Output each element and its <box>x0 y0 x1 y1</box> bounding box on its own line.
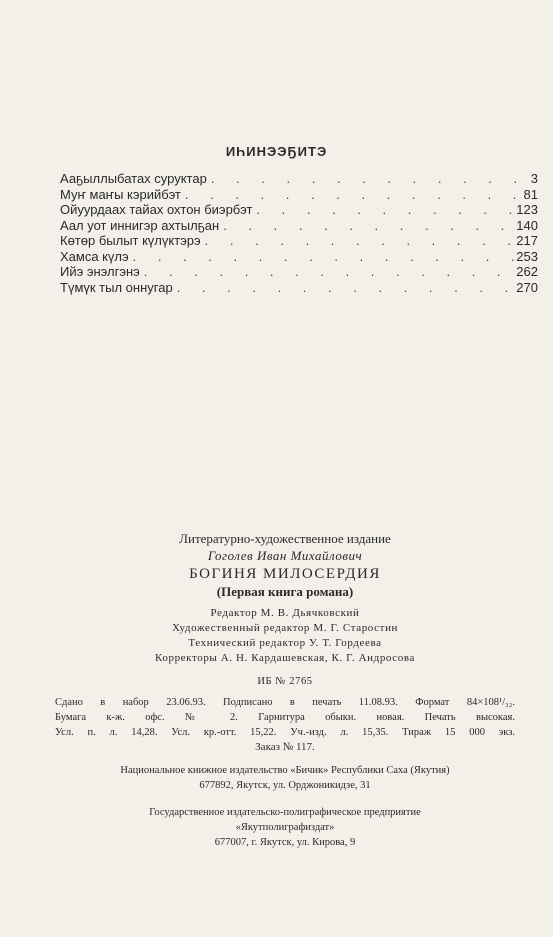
publisher-line: Национальное книжное издательство «Бичик» Республики Саха (Якутия) <box>120 765 450 776</box>
toc-entry <box>60 249 538 265</box>
credit-line: Технический редактор У. Т. Гордеева <box>188 637 382 649</box>
printer-line: «Якутполиграфиздат» <box>235 822 335 833</box>
toc-entry-page: 81 <box>523 186 538 202</box>
toc-entry <box>60 280 538 296</box>
order-number: Заказ № 117. <box>255 741 315 753</box>
toc-entry-page: 270 <box>516 279 538 295</box>
toc-entry-label: Түмүк тыл оннугар <box>60 279 173 295</box>
toc-leader-dots <box>205 233 515 248</box>
print-detail-line: Бумага к-ж. офс. № 2. Гарнитура обыкн. новая. Печать высокая. <box>55 712 515 723</box>
toc-entry-label: Ойуурдаах тайах охтон биэрбэт <box>60 202 253 217</box>
print-detail-line: Сдано в набор 23.06.93. Подписано в печать 11.08.93. Формат 84×108¹/₃₂. <box>55 697 515 708</box>
toc-title: ИҺИНЭЭҔИТЭ <box>225 144 328 159</box>
book-title: БОГИНЯ МИЛОСЕРДИЯ <box>189 566 381 582</box>
credit-line: Корректоры А. Н. Кардашевская, К. Г. Андросова <box>154 652 416 664</box>
toc-entry-label: Ийэ энэлгэнэ <box>60 264 140 279</box>
printer-info <box>55 805 515 850</box>
printer-line: 677007, г. Якутск, ул. Кирова, 9 <box>214 837 356 848</box>
credit-line: Редактор М. В. Дьячковский <box>210 607 360 619</box>
toc-entry-label: Көтөр былыт күлүктэрэ <box>60 233 201 248</box>
printer-line: Государственное издательско-полиграфическое предприятие <box>149 807 421 818</box>
toc-entry-page: 3 <box>530 171 538 186</box>
author-name: Гоголев Иван Михайлович <box>207 548 363 563</box>
toc-entry-page: 253 <box>516 248 538 264</box>
toc-entry <box>60 218 538 234</box>
print-details <box>55 695 515 740</box>
credits <box>55 606 515 666</box>
toc-leader-dots <box>133 249 515 264</box>
toc-entry-page: 140 <box>516 217 538 233</box>
toc-leader-dots <box>211 171 529 186</box>
toc-leader-dots <box>256 202 514 217</box>
toc-entry-page: 217 <box>516 233 538 248</box>
publisher-line: 677892, Якутск, ул. Орджоникидзе, 31 <box>199 780 371 791</box>
book-subtitle: (Первая книга романа) <box>216 584 354 599</box>
credit-line: Художественный редактор М. Г. Старостин <box>171 622 399 634</box>
colophon <box>55 530 515 850</box>
toc-entry <box>60 187 538 203</box>
toc-entry-page: 123 <box>516 202 538 217</box>
toc-entry-label: Ааҕыллыбатах суруктар <box>60 171 207 186</box>
toc-leader-dots <box>177 280 515 295</box>
toc-leader-dots <box>223 218 514 233</box>
ib-number: ИБ № 2765 <box>257 676 313 687</box>
toc-entry <box>60 202 538 218</box>
toc-leader-dots <box>185 187 522 202</box>
print-detail-line: Усл. п. л. 14,28. Усл. кр.-отт. 15,22. Уч.-изд. л. 15,35. Тираж 15 000 экз. <box>55 727 515 738</box>
toc-leader-dots <box>144 264 515 279</box>
toc-entry <box>60 233 538 249</box>
edition-type: Литературно-художественное издание <box>179 531 391 546</box>
toc-entry <box>60 264 538 280</box>
toc-entry-label: Хамса күлэ <box>60 248 129 264</box>
publisher-info <box>55 763 515 793</box>
toc-entry-label: Муҥ маҥы кэрийбэт <box>60 186 181 202</box>
toc-entry <box>60 171 538 187</box>
toc-entry-label: Аал уот иннигэр ахтылҕан <box>60 217 220 233</box>
table-of-contents <box>60 171 538 295</box>
toc-entry-page: 262 <box>516 264 538 279</box>
